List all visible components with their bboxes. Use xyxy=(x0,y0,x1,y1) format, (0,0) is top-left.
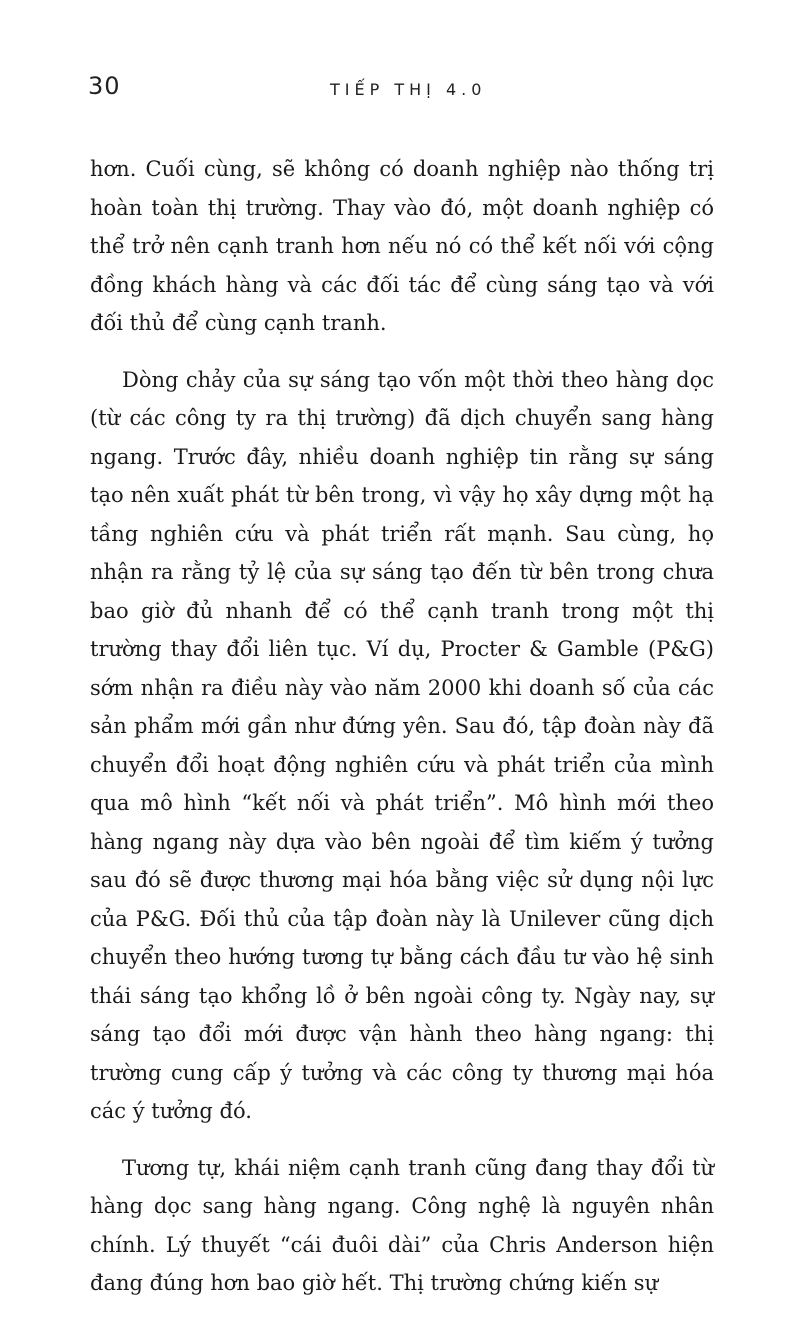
paragraph-1: hơn. Cuối cùng, sẽ không có doanh nghiệp nào thống trị hoàn toàn thị trường. Thay vào đó, một doanh nghiệp có thể trở nên cạnh tranh hơn nếu nó có thể kết nối với cộng đồng khách hàng và các đối tác để cùng sáng tạo và với đối thủ để cùng cạnh tranh. xyxy=(90,157,714,335)
paragraph-2: Dòng chảy của sự sáng tạo vốn một thời theo hàng dọc (từ các công ty ra thị trường) đã dịch chuyển sang hàng ngang. Trước đây, nhiều doanh nghiệp tin rằng sự sáng tạo nên xuất phát từ bên trong, vì vậy họ xây dựng một hạ tầng nghiên cứu và phát triển rất mạnh. Sau cùng, họ nhận ra rằng tỷ lệ của sự sáng tạo đến từ bên trong chưa bao giờ đủ nhanh để có thể cạnh tranh trong một thị trường thay đổi liên tục. Ví dụ, Procter & Gamble (P&G) sớm nhận ra điều này vào năm 2000 khi doanh số của các sản phẩm mới gần như đứng yên. Sau đó, tập đoàn này đã chuyển đổi hoạt động nghiên cứu và phát triển của mình qua mô hình “kết nối và phát triển”. Mô hình mới theo hàng ngang này dựa vào bên ngoài để tìm kiếm ý tưởng sau đó sẽ được thương mại hóa bằng việc sử dụng nội lực của P&G. Đối thủ của tập đoàn này là Unilever cũng dịch chuyển theo hướng tương tự bằng cách đầu tư vào hệ sinh thái sáng tạo khổng lồ ở bên ngoài công ty. Ngày nay, sự sáng tạo đổi mới được vận hành theo hàng ngang: thị trường cung cấp ý tưởng và các công ty thương mại hóa các ý tưởng đó. xyxy=(90,367,714,1123)
running-header: TIẾP THỊ 4.0 xyxy=(330,80,487,99)
paragraph-3: Tương tự, khái niệm cạnh tranh cũng đang thay đổi từ hàng dọc sang hàng ngang. Công nghệ là nguyên nhân chính. Lý thuyết “cái đuôi dài” của Chris Anderson hiện đang đúng hơn bao giờ hết. Thị trường chứng kiến sự xyxy=(90,1155,714,1295)
page-number: 30 xyxy=(88,72,121,100)
body-text xyxy=(90,150,714,1321)
